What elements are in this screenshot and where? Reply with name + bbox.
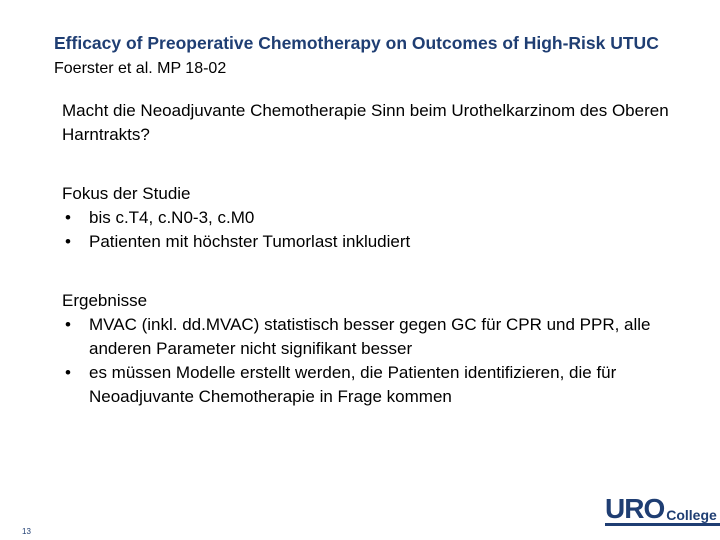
logo-underline: [605, 523, 720, 526]
focus-bullet: [62, 206, 682, 230]
bullet-icon: •: [65, 232, 71, 251]
logo-college-text: College: [666, 507, 717, 523]
bullet-icon: •: [65, 208, 71, 227]
focus-bullet-text: Patienten mit höchster Tumorlast inkludiert: [89, 232, 411, 251]
slide-body: [62, 99, 682, 409]
results-bullet-text: MVAC (inkl. dd.MVAC) statistisch besser gegen GC für CPR und PPR, alle anderen Parameter nicht signifikant besser: [89, 315, 651, 358]
slide-title: [54, 31, 674, 81]
slide-title-main: Efficacy of Preoperative Chemotherapy on Outcomes of High-Risk UTUC: [54, 33, 659, 53]
results-bullet: [62, 313, 682, 361]
focus-bullet: [62, 230, 682, 254]
focus-bullet-text: bis c.T4, c.N0-3, c.M0: [89, 208, 255, 227]
bullet-icon: •: [65, 363, 71, 382]
uro-college-logo: [605, 493, 720, 523]
slide-title-reference: Foerster et al. MP 18-02: [54, 60, 227, 77]
focus-heading: Fokus der Studie: [62, 184, 191, 203]
bullet-icon: •: [65, 315, 71, 334]
question-text: Macht die Neoadjuvante Chemotherapie Sinn beim Urothelkarzinom des Oberen Harntrakts?: [62, 101, 669, 144]
page-number: 13: [22, 527, 31, 536]
results-bullet-text: es müssen Modelle erstellt werden, die Patienten identifizieren, die für Neoadjuvante Chemotherapie in Frage kommen: [89, 363, 617, 406]
logo-uro-text: URO: [605, 493, 665, 523]
results-bullet: [62, 361, 682, 409]
results-heading: Ergebnisse: [62, 291, 148, 310]
